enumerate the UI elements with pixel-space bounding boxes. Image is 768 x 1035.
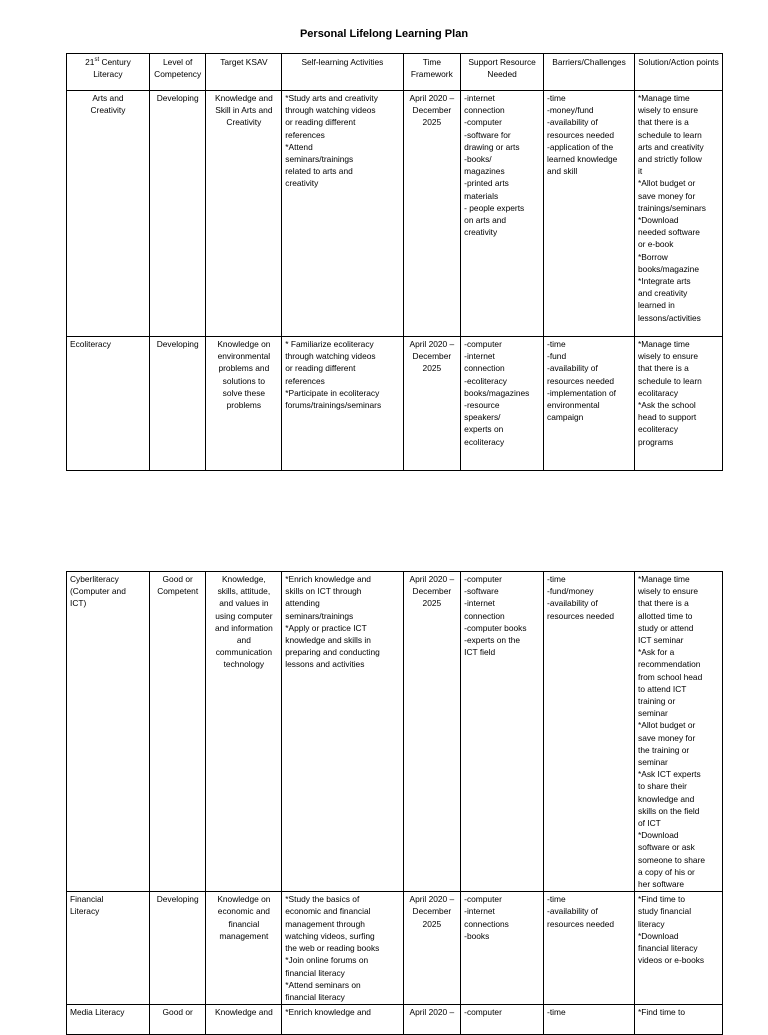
cell-line: December [412, 351, 452, 362]
cell-line: -software [464, 586, 499, 597]
cell-line: and skill [547, 166, 578, 177]
cell-line: Knowledge, [221, 574, 266, 584]
cell-line: to share their [638, 781, 687, 792]
cell-line: from school head [638, 671, 703, 682]
cell-line: -time [547, 93, 566, 103]
cell-line: arts and creativity [638, 141, 704, 152]
cell-line: through watching videos [285, 351, 376, 362]
cell-line: creativity [464, 227, 498, 238]
cell-line: related to arts and [285, 166, 353, 177]
cell-line: wisely to ensure [638, 351, 699, 362]
cell-line: *Manage time [638, 574, 690, 584]
cell-line: seminar [638, 708, 668, 719]
cell-line: and creativity [638, 288, 688, 299]
cell-solution [635, 337, 723, 471]
cell-line: April 2020 – [409, 339, 455, 349]
cell-line: training or [638, 696, 676, 707]
cell-line: April 2020 – [409, 93, 455, 103]
cell-line: -time [547, 1007, 566, 1018]
header-row [67, 54, 723, 91]
cell-line: Skill in Arts and [215, 105, 273, 116]
cell-line: -availability of [547, 363, 598, 374]
cell-line: 2025 [422, 918, 442, 929]
cell-line: Cyberliteracy [70, 574, 119, 584]
cell-line: April 2020 – [409, 1007, 455, 1018]
cell-line: wisely to ensure [638, 586, 699, 597]
cell-line: lessons/activities [638, 312, 701, 323]
cell-line: head to support [638, 412, 697, 423]
cell-line: -time [547, 894, 566, 905]
cell-line: (Computer and [70, 586, 126, 597]
cell-line: -computer books [464, 622, 527, 633]
cell-activities [282, 91, 403, 337]
cell-line: Creativity [226, 117, 262, 128]
cell-ksav [206, 91, 282, 337]
cell-line: ecoliteracy [464, 436, 505, 447]
cell-line: problems and [218, 363, 270, 374]
cell-line: study or attend [638, 622, 694, 633]
cell-line: seminar [638, 757, 668, 768]
cell-line: that there is a [638, 598, 689, 609]
cell-line: *Study the basics of [285, 894, 360, 905]
cell-line: *Participate in ecoliteracy [285, 387, 380, 398]
cell-line: Knowledge and [214, 93, 273, 103]
cell-line: financial [228, 918, 260, 929]
cell-solution [635, 91, 723, 337]
cell-literacy [67, 572, 150, 892]
cell-line: recommendation [638, 659, 701, 670]
cell-line: lessons and activities [285, 659, 365, 670]
cell-support [461, 892, 544, 1005]
cell-line: programs [638, 436, 674, 447]
cell-line: references [285, 375, 325, 386]
cell-literacy [67, 91, 150, 337]
cell-line: -money/fund [547, 105, 594, 116]
cell-activities [282, 892, 403, 1005]
cell-line: save money for [638, 732, 696, 743]
cell-line: it [638, 166, 643, 177]
cell-line: connection [464, 610, 505, 621]
cell-line: of ICT [638, 818, 661, 829]
cell-line: seminars/trainings [285, 610, 354, 621]
cell-line: the training or [638, 744, 690, 755]
cell-line: drawing or arts [464, 141, 520, 152]
cell-line: Creativity [90, 105, 126, 116]
cell-line: *Find time to [638, 1007, 686, 1018]
cell-line: -software for [464, 129, 511, 140]
cell-line: December [412, 586, 452, 597]
cell-line: Financial [70, 894, 104, 905]
cell-line: skills, attitude, [217, 586, 271, 597]
cell-line: Developing [156, 93, 199, 103]
header-level: Level of Competency [149, 54, 206, 91]
cell-time [403, 91, 461, 337]
cell-level [149, 572, 206, 892]
cell-line: -availability of [547, 906, 598, 917]
cell-ksav [206, 892, 282, 1005]
cell-line: financial literacy [285, 967, 345, 978]
cell-line: that there is a [638, 363, 689, 374]
cell-line: Developing [156, 894, 199, 905]
cell-line: allotted time to [638, 610, 693, 621]
cell-support [461, 572, 544, 892]
cell-line: learned in [638, 300, 675, 311]
cell-line: -computer [464, 574, 502, 584]
cell-line: and strictly follow [638, 154, 702, 165]
cell-line: preparing and conducting [285, 647, 380, 658]
cell-line: April 2020 – [409, 574, 455, 584]
cell-line: problems [226, 400, 262, 411]
cell-line: *Find time to [638, 894, 686, 905]
cell-line: 2025 [422, 117, 442, 128]
cell-line: *Attend seminars on [285, 979, 361, 990]
cell-line: *Study arts and creativity [285, 93, 378, 103]
cell-line: or e-book [638, 239, 674, 250]
cell-line: creativity [285, 178, 319, 189]
cell-line: *Integrate arts [638, 276, 691, 287]
cell-line: *Borrow [638, 251, 668, 262]
cell-line: *Join online forums on [285, 955, 369, 966]
header-time: Time Framework [403, 54, 461, 91]
cell-line: -experts on the [464, 635, 521, 646]
cell-literacy [67, 892, 150, 1005]
cell-activities [282, 337, 403, 471]
cell-support [461, 1005, 544, 1035]
cell-solution [635, 572, 723, 892]
cell-line: Knowledge on [217, 339, 271, 349]
cell-line: schedule to learn [638, 129, 702, 140]
cell-line: magazines [464, 166, 505, 177]
cell-time [403, 572, 461, 892]
table-row [67, 91, 723, 337]
cell-time [403, 1005, 461, 1035]
cell-line: - people experts [464, 202, 525, 213]
cell-line: books/magazine [638, 263, 699, 274]
cell-line: -internet [464, 93, 495, 103]
cell-line: -internet [464, 351, 495, 362]
cell-time [403, 337, 461, 471]
header-century-literacy: 21st Century Literacy [67, 54, 150, 91]
cell-time [403, 892, 461, 1005]
cell-line: Knowledge and [214, 1007, 273, 1018]
cell-line: literacy [638, 918, 665, 929]
header-activities: Self-learning Activities [282, 54, 403, 91]
header-ksav: Target KSAV [206, 54, 282, 91]
cell-line: communication [215, 647, 273, 658]
cell-line: ICT field [464, 647, 496, 658]
cell-barriers [544, 337, 635, 471]
cell-line: Competent [157, 586, 199, 597]
cell-ksav [206, 572, 282, 892]
cell-line: December [412, 906, 452, 917]
cell-line: ecolitaracy [638, 387, 679, 398]
header-support: Support Resource Needed [461, 54, 544, 91]
cell-line: ICT) [70, 598, 87, 609]
cell-line: *Ask the school [638, 400, 696, 411]
cell-line: *Ask ICT experts [638, 769, 701, 780]
cell-line: 2025 [422, 363, 442, 374]
cell-line: -internet [464, 906, 495, 917]
cell-line: -computer [464, 894, 502, 905]
cell-line: *Allot budget or [638, 178, 696, 189]
cell-line: someone to share [638, 854, 706, 865]
cell-line: *Enrich knowledge and [285, 1007, 371, 1018]
cell-line: *Allot budget or [638, 720, 696, 731]
cell-line: Good or [162, 574, 193, 584]
cell-line: learned knowledge [547, 154, 618, 165]
cell-line: April 2020 – [409, 894, 455, 905]
cell-line: management through [285, 918, 365, 929]
cell-line: -implementation of [547, 387, 616, 398]
cell-line: attending [285, 598, 320, 609]
table-row [67, 1005, 723, 1035]
cell-barriers [544, 572, 635, 892]
cell-line: -availability of [547, 117, 598, 128]
cell-line: Knowledge on [217, 894, 271, 905]
cell-line: a copy of his or [638, 866, 695, 877]
cell-line: schedule to learn [638, 375, 702, 386]
cell-line: *Apply or practice ICT [285, 622, 367, 633]
cell-line: -computer [464, 339, 502, 349]
cell-line: to attend ICT [638, 683, 687, 694]
cell-line: -computer [464, 117, 502, 128]
cell-line: economic and [217, 906, 270, 917]
cell-line: using computer [215, 610, 273, 621]
cell-line: on arts and [464, 215, 507, 226]
header-barriers: Barriers/Challenges [544, 54, 635, 91]
cell-line: resources needed [547, 610, 615, 621]
cell-line: materials [464, 190, 499, 201]
cell-line: Developing [156, 339, 199, 349]
cell-line: or reading different [285, 363, 356, 374]
header-solution: Solution/Action points [635, 54, 723, 91]
cell-solution [635, 892, 723, 1005]
cell-line: speakers/ [464, 412, 501, 423]
cell-line: videos or e-books [638, 955, 705, 966]
cell-line: Ecoliteracy [70, 339, 111, 349]
cell-line: -fund/money [547, 586, 594, 597]
cell-line: 2025 [422, 598, 442, 609]
cell-line: software or ask [638, 842, 695, 853]
cell-line: -computer [464, 1007, 502, 1018]
cell-line: Good or [162, 1007, 193, 1018]
cell-activities [282, 1005, 403, 1035]
cell-line: resources needed [547, 129, 615, 140]
cell-level [149, 892, 206, 1005]
cell-line: knowledge and [638, 793, 695, 804]
table-row [67, 337, 723, 471]
cell-line: environmental [547, 400, 600, 411]
learning-plan-table-page2 [66, 571, 723, 1035]
cell-line: watching videos, surfing [285, 930, 375, 941]
cell-line: and information [215, 622, 273, 633]
cell-line: resources needed [547, 375, 615, 386]
cell-line: the web or reading books [285, 943, 380, 954]
cell-line: economic and financial [285, 906, 371, 917]
cell-line: forums/trainings/seminars [285, 400, 382, 411]
cell-line: *Enrich knowledge and [285, 574, 371, 584]
cell-line: skills on ICT through [285, 586, 362, 597]
cell-line: *Manage time [638, 93, 690, 103]
cell-line: -time [547, 574, 566, 584]
cell-line: financial literacy [638, 943, 698, 954]
cell-line: her software [638, 879, 685, 890]
cell-line: solve these [222, 387, 266, 398]
cell-activities [282, 572, 403, 892]
cell-line: experts on [464, 424, 504, 435]
cell-line: skills on the field [638, 805, 700, 816]
cell-line: resources needed [547, 918, 615, 929]
cell-line: trainings/seminars [638, 202, 706, 213]
cell-line: seminars/trainings [285, 154, 354, 165]
cell-barriers [544, 1005, 635, 1035]
cell-line: and values in [219, 598, 269, 609]
cell-line: wisely to ensure [638, 105, 699, 116]
cell-line: connections [464, 918, 509, 929]
cell-barriers [544, 91, 635, 337]
learning-plan-table-page1 [66, 53, 723, 471]
cell-support [461, 91, 544, 337]
cell-line: -printed arts [464, 178, 509, 189]
cell-line: *Attend [285, 141, 313, 152]
cell-line: and [236, 635, 251, 646]
cell-line: * Familiarize ecoliteracy [285, 339, 374, 349]
cell-level [149, 91, 206, 337]
cell-line: *Download [638, 830, 679, 841]
cell-ksav [206, 337, 282, 471]
cell-line: December [412, 105, 452, 116]
cell-line: needed software [638, 227, 700, 238]
table-row [67, 572, 723, 892]
cell-line: books/magazines [464, 387, 530, 398]
cell-line: -application of the [547, 141, 614, 152]
cell-line: campaign [547, 412, 584, 423]
page-title: Personal Lifelong Learning Plan [299, 28, 469, 40]
cell-line: references [285, 129, 325, 140]
cell-line: connection [464, 363, 505, 374]
cell-line: that there is a [638, 117, 689, 128]
cell-line: *Download [638, 930, 679, 941]
cell-line: ICT seminar [638, 635, 684, 646]
cell-line: environmental [217, 351, 271, 362]
cell-line: financial literacy [285, 991, 345, 1002]
cell-line: *Manage time [638, 339, 690, 349]
cell-line: -ecoliteracy [464, 375, 507, 386]
cell-literacy [67, 1005, 150, 1035]
cell-line: -books [464, 930, 490, 941]
cell-support [461, 337, 544, 471]
cell-level [149, 337, 206, 471]
cell-line: -internet [464, 598, 495, 609]
cell-line: *Ask for a [638, 647, 675, 658]
cell-line: *Download [638, 215, 679, 226]
cell-line: technology [223, 659, 265, 670]
cell-line: management [219, 930, 269, 941]
cell-line: Literacy [70, 906, 100, 917]
cell-line: -time [547, 339, 566, 349]
cell-line: -fund [547, 351, 567, 362]
cell-barriers [544, 892, 635, 1005]
cell-line: -resource [464, 400, 500, 411]
cell-level [149, 1005, 206, 1035]
cell-line: knowledge and skills in [285, 635, 371, 646]
cell-line: Media Literacy [70, 1007, 125, 1018]
cell-line: connection [464, 105, 505, 116]
cell-line: -books/ [464, 154, 492, 165]
cell-ksav [206, 1005, 282, 1035]
cell-line: ecoliteracy [638, 424, 679, 435]
cell-line: through watching videos [285, 105, 376, 116]
cell-line: -availability of [547, 598, 598, 609]
cell-line: Arts and [92, 93, 124, 103]
cell-line: save money for [638, 190, 696, 201]
cell-line: or reading different [285, 117, 356, 128]
table-row [67, 892, 723, 1005]
cell-literacy [67, 337, 150, 471]
cell-solution [635, 1005, 723, 1035]
cell-line: solutions to [222, 375, 266, 386]
cell-line: study financial [638, 906, 692, 917]
